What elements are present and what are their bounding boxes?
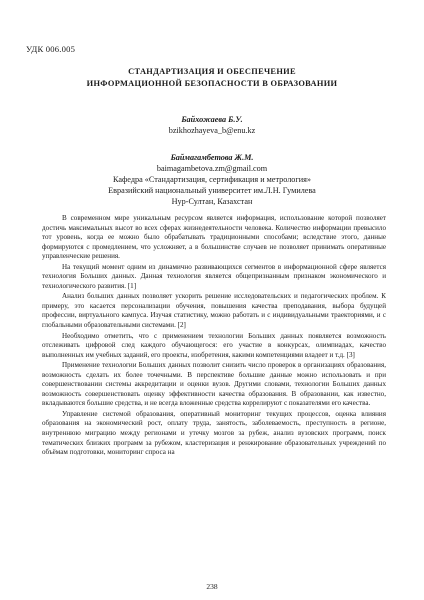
paragraph: На текущий момент одним из динамично развивающихся сегментов в информационной сфере является технология Больших данных. Данная технология является общепризнанным признаком экономического и технологического развития. [1] [42, 262, 386, 290]
paragraph: Анализ больших данных позволяет ускорить решение исследовательских и педагогических проблем. К примеру, это касается персонализации обучения, повышения качества преподавания, выбора будущей профессии, виртуального кампуса. Изучая статистику, можно работать и с индивидуальными траекториями, и с глобальными образовательными системами. [2] [42, 292, 386, 330]
article-body [42, 214, 386, 459]
author-name: Баймагамбетова Ж.М. [170, 153, 254, 162]
paragraph: Необходимо отметить, что с применением технологии Больших данных появляется возможность отслеживать цифровой след каждого обучающегося: его участие в конкурсах, олимпиадах, качество выполненных им учебных заданий, его проекты, изобретения, какими компетенциями владеет и т.д. [3] [42, 331, 386, 359]
title-line-2: ИНФОРМАЦИОННОЙ БЕЗОПАСНОСТИ В ОБРАЗОВАНИИ [86, 78, 338, 88]
author-block-2 [40, 152, 384, 207]
author-name: Байхожаева Б.У. [181, 115, 243, 124]
article-title [40, 66, 384, 89]
udk-code: УДК 006.005 [26, 44, 76, 54]
author-university: Евразийский национальный университет им.Л.Н. Гумилева [108, 186, 316, 195]
page-number: 238 [206, 582, 218, 591]
author-city: Нур-Султан, Казахстан [171, 197, 253, 206]
paragraph: Управление системой образования, оперативный мониторинг текущих процессов, оценка влияния образования на экономический рост, оплату труда, занятость, заболеваемость, преступность в регионе, внутреннюю миграцию между регионами и утечку мозгов за рубеж, анализ вузовских программ, поиск тематических близких программ за рубежом, кластеризация и ренжирование образовательных учреждений по объёмам подготовки, мониторинг спроса на [42, 409, 386, 457]
author-email: bzikhozhayeva_b@enu.kz [168, 126, 256, 135]
author-block-1 [40, 114, 384, 136]
paragraph: Применение технологии Больших данных позволит снизить число проверок в организациях образования, возможность сделать их более точечными. В перспективе большие данные можно использовать и при совершенствовании системы аккредитации и оценки вузов. Другими словами, технологии Больших данных возможность совершенствовать оценку эффективности качества образования. В образовании, как известно, вкладываются большие средства, и не всегда вложенные средства коррелируют с показателями его качества. [42, 361, 386, 408]
paragraph: В современном мире уникальным ресурсом является информация, использование которой позволяет достичь максимальных высот во всех сферах жизнедеятельности человека. Количество информации превысило тот уровень, когда ее можно было обрабатывать традиционными способами; вследствие этого, данные формируются с промедлением, что усложняет, а в большинстве случаев не позволяет принимать оперативные управленческие решения. [42, 214, 386, 261]
title-line-1: СТАНДАРТИЗАЦИЯ И ОБЕСПЕЧЕНИЕ [128, 67, 296, 76]
author-email: baimagambetova.zm@gmail.com [156, 164, 268, 173]
author-department: Кафедра «Стандартизация, сертификация и метрология» [113, 175, 311, 184]
